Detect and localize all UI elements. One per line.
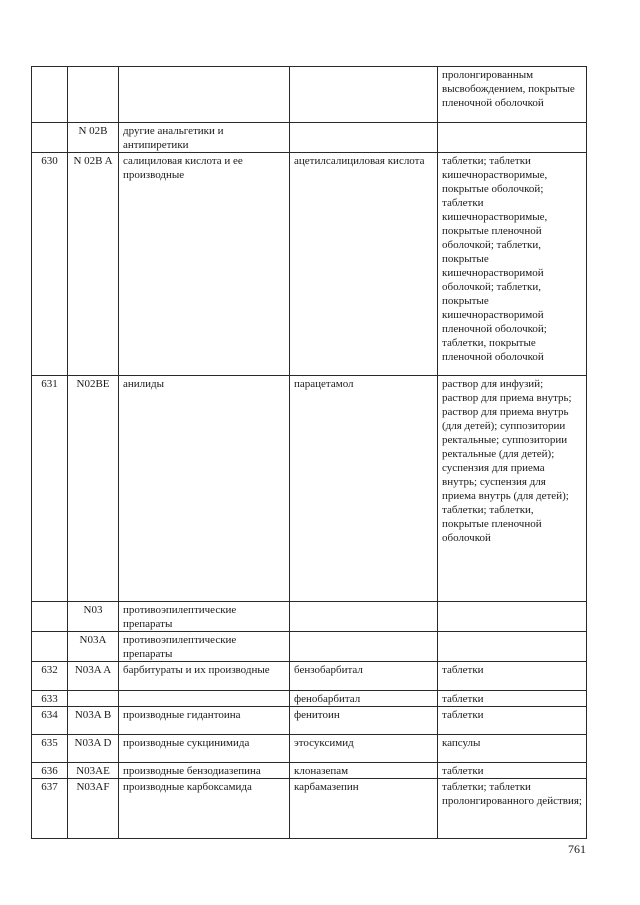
- atc-code-cell: N03A D: [68, 735, 119, 763]
- atc-code-cell: N 02B A: [68, 153, 119, 376]
- drug-name-cell: фенитоин: [290, 707, 438, 735]
- atc-group-name-cell: салициловая кислота и ее производные: [119, 153, 290, 376]
- table-row: [32, 662, 587, 691]
- row-number-cell: 634: [32, 707, 68, 735]
- atc-code-cell: N03A: [68, 632, 119, 662]
- atc-group-name-cell: производные бензодиазепина: [119, 763, 290, 779]
- row-number-cell: [32, 602, 68, 632]
- atc-group-name-cell: противоэпилептические препараты: [119, 632, 290, 662]
- row-number-cell: 637: [32, 779, 68, 839]
- row-number-cell: [32, 123, 68, 153]
- atc-group-name-cell: производные карбоксамида: [119, 779, 290, 839]
- row-number-cell: 633: [32, 691, 68, 707]
- table-row: [32, 376, 587, 602]
- drug-name-cell: парацетамол: [290, 376, 438, 602]
- atc-code-cell: N03AF: [68, 779, 119, 839]
- dosage-forms-cell: таблетки: [438, 691, 587, 707]
- row-number-cell: 632: [32, 662, 68, 691]
- row-number-cell: [32, 67, 68, 123]
- atc-group-name-cell: барбитураты и их производные: [119, 662, 290, 691]
- atc-code-cell: [68, 67, 119, 123]
- atc-code-cell: [68, 691, 119, 707]
- row-number-cell: 630: [32, 153, 68, 376]
- atc-code-cell: N03A B: [68, 707, 119, 735]
- row-number-cell: 636: [32, 763, 68, 779]
- page-number: 761: [568, 842, 586, 856]
- dosage-forms-cell: таблетки: [438, 707, 587, 735]
- table-row: [32, 632, 587, 662]
- atc-code-cell: N03: [68, 602, 119, 632]
- table-body: [32, 67, 587, 839]
- atc-group-name-cell: [119, 67, 290, 123]
- drug-name-cell: ацетилсалициловая кислота: [290, 153, 438, 376]
- table-row: [32, 779, 587, 839]
- atc-group-name-cell: производные гидантоина: [119, 707, 290, 735]
- dosage-forms-cell: капсулы: [438, 735, 587, 763]
- drug-name-cell: клоназепам: [290, 763, 438, 779]
- dosage-forms-cell: таблетки: [438, 662, 587, 691]
- dosage-forms-cell: [438, 632, 587, 662]
- atc-group-name-cell: анилиды: [119, 376, 290, 602]
- dosage-forms-cell: таблетки: [438, 763, 587, 779]
- table-row: [32, 602, 587, 632]
- dosage-forms-cell: [438, 602, 587, 632]
- row-number-cell: 631: [32, 376, 68, 602]
- atc-code-cell: N02BE: [68, 376, 119, 602]
- drug-name-cell: карбамазепин: [290, 779, 438, 839]
- table-row: [32, 707, 587, 735]
- table-row: [32, 67, 587, 123]
- dosage-forms-cell: [438, 123, 587, 153]
- drug-name-cell: этосуксимид: [290, 735, 438, 763]
- drug-name-cell: [290, 67, 438, 123]
- drug-name-cell: фенобарбитал: [290, 691, 438, 707]
- dosage-forms-cell: таблетки; таблетки пролонгированного действия;: [438, 779, 587, 839]
- table-row: [32, 153, 587, 376]
- drug-name-cell: бензобарбитал: [290, 662, 438, 691]
- dosage-forms-cell: раствор для инфузий; раствор для приема внутрь; раствор для приема внутрь (для детей); суппозитории ректальные; суппозитории ректальные (для детей); суспензия для приема внутрь; суспензия для приема внутрь (для детей); таблетки; таблетки, покрытые пленочной оболочкой: [438, 376, 587, 602]
- atc-code-cell: N 02B: [68, 123, 119, 153]
- row-number-cell: [32, 632, 68, 662]
- table-row: [32, 735, 587, 763]
- atc-group-name-cell: противоэпилептические препараты: [119, 602, 290, 632]
- atc-group-name-cell: производные сукцинимида: [119, 735, 290, 763]
- row-number-cell: 635: [32, 735, 68, 763]
- atc-code-cell: N03A A: [68, 662, 119, 691]
- drug-name-cell: [290, 632, 438, 662]
- table-row: [32, 123, 587, 153]
- atc-group-name-cell: [119, 691, 290, 707]
- atc-code-cell: N03AE: [68, 763, 119, 779]
- dosage-forms-cell: таблетки; таблетки кишечнорастворимые, покрытые оболочкой; таблетки кишечнорастворимые, покрытые пленочной оболочкой; таблетки, покрытые кишечнорастворимой оболочкой; таблетки, покрытые кишечнорастворимой пленочной оболочкой; таблетки, покрытые пленочной оболочкой: [438, 153, 587, 376]
- drug-name-cell: [290, 602, 438, 632]
- table-row: [32, 763, 587, 779]
- drug-name-cell: [290, 123, 438, 153]
- atc-group-name-cell: другие анальгетики и антипиретики: [119, 123, 290, 153]
- table-row: [32, 691, 587, 707]
- drug-list-table: [31, 66, 587, 839]
- dosage-forms-cell: пролонгированным высвобождением, покрытые пленочной оболочкой: [438, 67, 587, 123]
